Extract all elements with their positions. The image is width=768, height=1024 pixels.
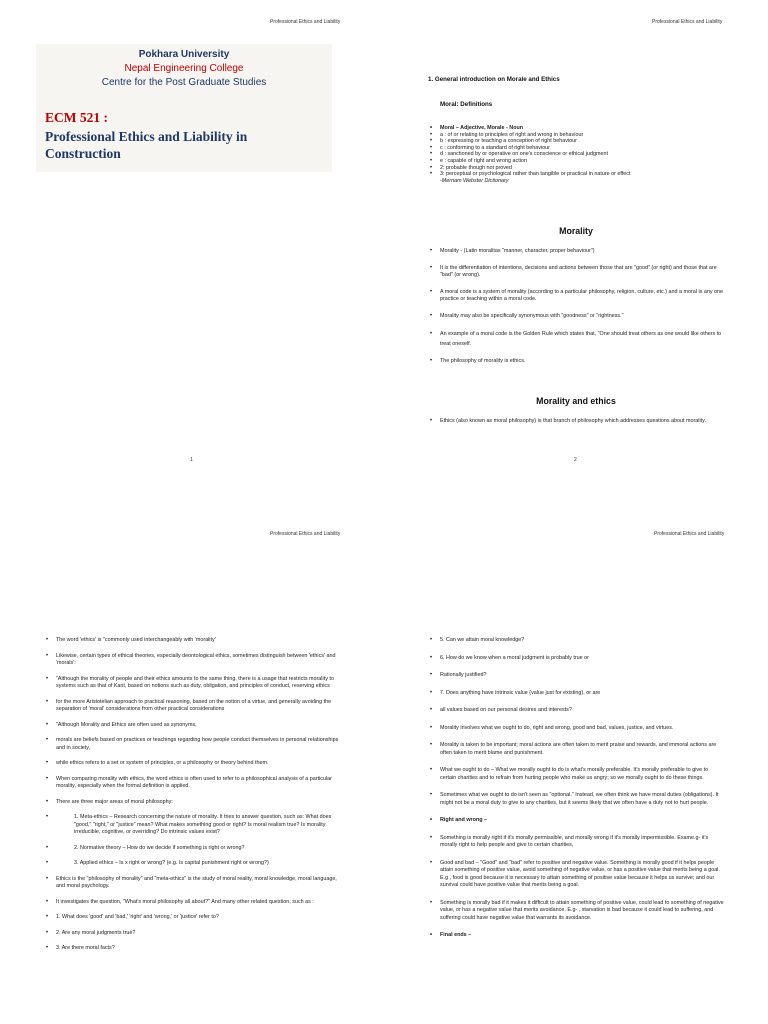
page-header: Professional Ethics and Liability: [652, 19, 723, 25]
slide-1: [0, 0, 384, 512]
list-item: • "Although Morality and Ethics are often used as synonyms,: [44, 722, 340, 730]
list-item: • 1. Meta-ethics – Research concerning the nature of morality. It tries to answer question, such as: What does "good," "right," or "justice" mean? What makes something good or right? Is moral realism true? Is morality irreducible, cognitive, or overriding? Do intrinsic values exist?: [44, 814, 340, 837]
list-item: • 3: perceptual or psychological rather than tangible or practical in nature or effect: [428, 171, 724, 178]
page-number: 1: [190, 457, 193, 463]
list-item: • The word 'ethics' is "commonly used interchangeably with 'morality': [44, 637, 340, 645]
list-item: • An example of a moral code is the Golden Rule which states that, "One should treat others as one would like others to treat oneself.: [428, 329, 724, 349]
list-item: • The philosophy of morality is ethics.: [428, 358, 724, 366]
bullet-list: [428, 637, 724, 940]
list-item: • "Although the morality of people and their ethics amounts to the same thing, there is a usage that restricts morality to systems such as that of Kant, based on notions such as duty, obligation, and principles of conduct, reserving ethics: [44, 676, 340, 691]
list-item: • 3. Applied ethics – Is x right or wrong? (e.g. Is capital punishment right or wrong?): [44, 860, 340, 868]
morality-list: [428, 248, 724, 366]
list-item: • Morality is taken to be important; moral actions are often taken to merit praise and rewards, and immoral actions are often taken to merit blame and punishment.: [428, 742, 724, 757]
course-title-line-2: Construction: [45, 146, 121, 161]
list-item: • Moral – Adjective, Morale - Noun: [428, 125, 724, 132]
slide-2: [384, 0, 768, 512]
page-header: Professional Ethics and Liability: [270, 531, 341, 537]
list-item: • Something is morally right if it's morally permissible, and morally wrong if it's morally impermissible. Exame.g- it's morally right to help people and give to certain charities,: [428, 835, 724, 850]
list-item: • 2: probable though not proved: [428, 165, 724, 172]
list-item: • d : sanctioned by or operative on one's conscience or ethical judgment: [428, 151, 724, 158]
list-item: • c : conforming to a standard of right behaviour: [428, 145, 724, 152]
list-item: • Rationally justified?: [428, 672, 724, 680]
ethics-list: [428, 418, 724, 426]
list-item: • It investigates the question, "What's moral philosophy all about?" And many other related question, such as :: [44, 899, 340, 907]
slide-4: [384, 512, 768, 1024]
list-item: • 3. Are there moral facts?: [44, 945, 340, 953]
college-name: Nepal Engineering College: [124, 63, 244, 74]
page-header: Professional Ethics and Liability: [654, 531, 725, 537]
page-number: 2: [574, 457, 577, 463]
list-item: • 1. What does 'good' and 'bad,' 'right' and 'wrong,' or 'justice' refer to?: [44, 914, 340, 922]
list-item: • Something is morally bad if it makes it difficult to attain something of positive value, could lead to something of negative value, or has a negative value that merits avoidance. E.g- , starvation is bad because it could lead to suffering, and suffering could have negative value that warrants its avoidance.: [428, 900, 724, 923]
list-item: • Likewise, certain types of ethical theories, especially deontological ethics, sometimes distinguish between 'ethics' and 'morals':: [44, 653, 340, 668]
list-item: • 2. Normative theory – How do we decide if something is right or wrong?: [44, 845, 340, 853]
heading-morality-and-ethics: Morality and ethics: [536, 396, 616, 406]
list-item: • 5. Can we attain moral knowledge?: [428, 637, 724, 645]
subheading: Moral: Definitions: [440, 101, 493, 108]
source-citation: -Merriam Webster Dictionary: [440, 177, 509, 184]
list-item: • Sometimes what we ought to do isn't seen as "optional." Instead, we often think we have moral duties (obligations). It might not be a moral duty to give to any charities, but it seems likely that we often have a duty not to hurt people.: [428, 792, 724, 807]
section-title: 1. General introduction on Morale and Ethics: [428, 76, 560, 83]
list-item: • Ethics is the "philosophy of morality" and "meta-ethics" is the study of moral reality, moral knowledge, moral language, and moral psychology.: [44, 876, 340, 891]
list-item: • 7. Does anything have intrinsic value (value just for existing), or are: [428, 690, 724, 698]
list-item: • while ethics refers to a set or system of principles, or a philosophy or theory behind them.: [44, 760, 340, 768]
list-item: • a : of or relating to principles of right and wrong in behaviour: [428, 132, 724, 139]
bullet-list: [44, 637, 340, 953]
list-item: • Morality - (Latin moralitas "manner, character, proper behaviour"): [428, 248, 724, 256]
university-name: Pokhara University: [138, 49, 230, 60]
list-item: • 6. How do we know when a moral judgment is probably true or: [428, 655, 724, 663]
list-item: • Final ends –: [428, 932, 724, 940]
course-title-line-1: Professional Ethics and Liability in: [45, 129, 248, 144]
slide-3: [0, 512, 384, 1024]
centre-name: Centre for the Post Graduate Studies: [101, 77, 267, 88]
list-item: • e : capable of right and wrong action: [428, 158, 724, 165]
list-item: • b : expressing or teaching a conception of right behaviour: [428, 138, 724, 145]
list-item: • morals are beliefs based on practices or teachings regarding how people conduct themselves in personal relationships and in society,: [44, 737, 340, 752]
list-item: • It is the differentiation of intentions, decisions and actions between those that are "good" (or right) and those that are "bad" (or wrong).: [428, 265, 724, 280]
list-item: • Right and wrong –: [428, 817, 724, 825]
list-item: • for the more Aristotelian approach to practical reasoning, based on the notion of a virtue, and generally avoiding the separation of 'moral' considerations from other practical considerations: [44, 699, 340, 714]
list-item: • When comparing morality with ethics, the word ethics is often used to refer to a philosophical analysis of a particular morality, especially when the formal definition is applied.: [44, 776, 340, 791]
list-item: • Good and bad – "Good" and "bad" refer to positive and negative value. Something is morally good if it helps people attain something of positive value, avoid something of negative value, or has a positive value that merits being a goal. E.g , food is good because it is necessary to attain something of positive value because it helps us survive; and our survival could have positive value that merits being a goal.: [428, 860, 724, 890]
definitions-list: [428, 125, 724, 185]
list-item: • all values based on our personal desires and interests?: [428, 707, 724, 715]
title-band: [36, 44, 332, 172]
course-code: ECM 521 :: [45, 110, 108, 125]
list-item: • What we ought to do – What we morally ought to do is what's morally preferable. It's morally preferable to give to certain charities and to refrain from hurting people who make us angry; so we morally ought to do these things.: [428, 767, 724, 782]
list-item: • Morality involves what we ought to do, right and wrong, good and bad, values, justice, and virtues.: [428, 725, 724, 733]
list-item: • Morality may also be specifically synonymous with "goodness" or "rightness.": [428, 313, 724, 321]
list-item: • A moral code is a system of morality (according to a particular philosophy, religion, culture, etc.) and a moral is any one practice or teaching within a moral code.: [428, 289, 724, 304]
heading-morality: Morality: [559, 226, 593, 236]
list-item: • There are three major areas of moral philosophy:: [44, 799, 340, 807]
list-item: • Ethics (also known as moral philosophy) is that branch of philosophy which addresses questions about morality.: [428, 418, 724, 426]
page-header: Professional Ethics and Liability: [270, 19, 341, 25]
list-item: • 2. Are any moral judgments true?: [44, 930, 340, 938]
